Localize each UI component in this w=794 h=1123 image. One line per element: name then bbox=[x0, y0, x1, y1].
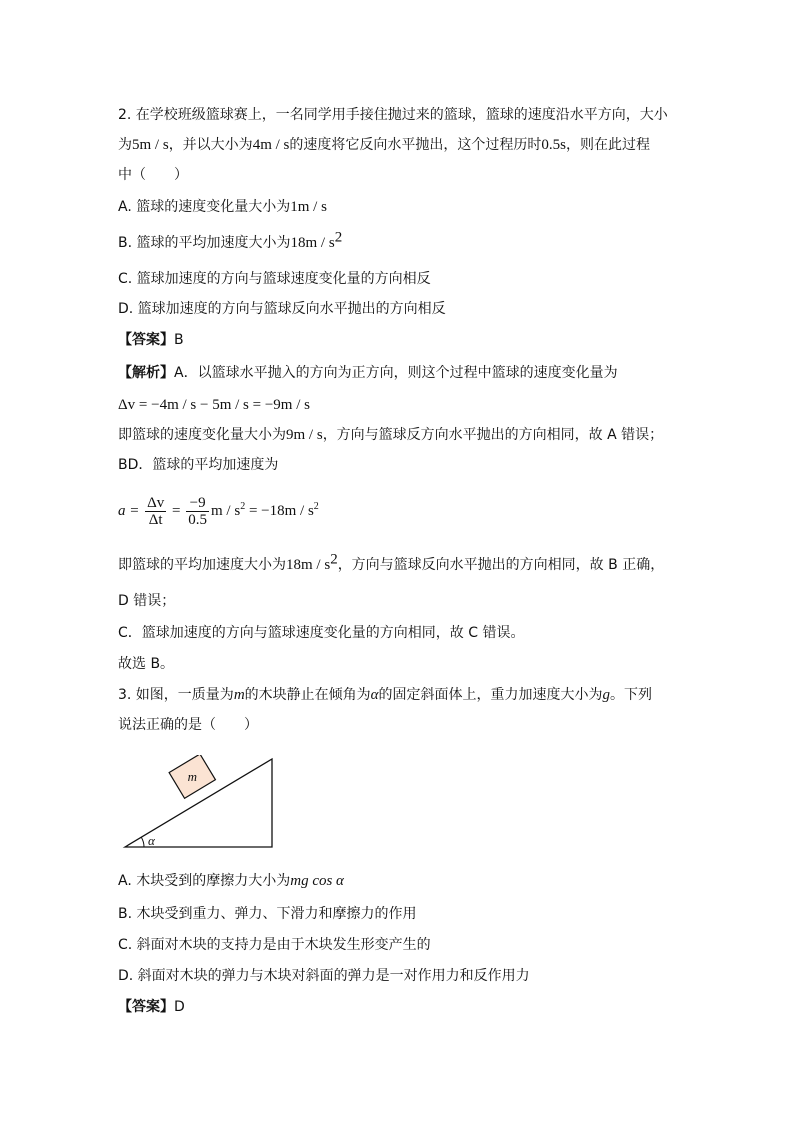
incline-figure bbox=[120, 755, 280, 853]
angle-label: α bbox=[148, 833, 155, 848]
analysis-label: 【解析】 bbox=[118, 365, 174, 381]
angle-arc bbox=[141, 837, 144, 847]
q3-option-b: B. 木块受到重力、弹力、下滑力和摩擦力的作用 bbox=[118, 906, 417, 922]
q2-answer bbox=[118, 331, 184, 349]
q2-analysis-line7: D 错误； bbox=[118, 593, 176, 609]
q2-analysis-line1: 【解析】A．以篮球水平抛入的方向为正方向，则这个过程中篮球的速度变化量为 bbox=[118, 365, 618, 381]
answer-value: B bbox=[174, 332, 184, 348]
q3-option-d: D. 斜面对木块的弹力与木块对斜面的弹力是一对作用力和反作用力 bbox=[118, 968, 530, 984]
q2-option-d: D. 篮球加速度的方向与篮球反向水平抛出的方向相反 bbox=[118, 301, 446, 317]
q2-option-a: A. 篮球的速度变化量大小为1m / s bbox=[118, 199, 327, 215]
wooden-block bbox=[169, 755, 215, 798]
q2-equation-delta-v: Δv = −4m / s − 5m / s = −9m / s bbox=[118, 397, 310, 413]
q3-stem-line2: 说法正确的是（ ） bbox=[118, 717, 258, 733]
q2-analysis-line4: BD．篮球的平均加速度为 bbox=[118, 457, 279, 473]
q2-stem-line1: 2. 在学校班级篮球赛上，一名同学用手接住抛过来的篮球，篮球的速度沿水平方向，大小 bbox=[118, 107, 668, 123]
answer-label: 【答案】 bbox=[118, 332, 174, 348]
q2-option-b: B. 篮球的平均加速度大小为$18m / s^2$ bbox=[118, 229, 343, 251]
answer-value: D bbox=[174, 999, 185, 1015]
q3-answer bbox=[118, 998, 185, 1016]
q2-time: 0.5s bbox=[541, 137, 566, 153]
q2-speed1: 5m / s bbox=[132, 137, 169, 153]
q2-option-c: C. 篮球加速度的方向与篮球速度变化量的方向相反 bbox=[118, 271, 431, 287]
fraction-value: $\frac{-9}{0.5}$ bbox=[188, 495, 207, 529]
fraction-dv-dt: $\frac{\Delta v}{\Delta t}$ bbox=[147, 495, 165, 529]
q2-stem-line3: 中（ ） bbox=[118, 167, 188, 183]
q2-equation-acceleration: a = $\frac{\Delta v}{\Delta t}$ = $\frac{-9}{0.5}$ $m / s^2 = -18m / s^2$ bbox=[118, 495, 319, 529]
q2-analysis-line8: C．篮球加速度的方向与篮球速度变化量的方向相同，故 C 错误。 bbox=[118, 625, 525, 641]
q3-stem-line1: 3. 如图，一质量为m的木块静止在倾角为α的固定斜面体上，重力加速度大小为g。下列 bbox=[118, 687, 653, 703]
q2-conclusion: 故选 B。 bbox=[118, 656, 175, 672]
q2-analysis-line6: 即篮球的平均加速度大小为$18m / s^2$，方向与篮球反向水平抛出的方向相同，故 B 正确， bbox=[118, 551, 665, 573]
q2-stem-line2: 为5m / s，并以大小为4m / s的速度将它反向水平抛出，这个过程历时0.5s，则在此过程 bbox=[118, 137, 650, 153]
q2-speed2: 4m / s bbox=[252, 137, 290, 153]
block-mass-label: m bbox=[187, 769, 197, 785]
q3-option-a: A. 木块受到的摩擦力大小为mg cos α bbox=[118, 873, 344, 889]
answer-label: 【答案】 bbox=[118, 999, 174, 1015]
q2-analysis-line3: 即篮球的速度变化量大小为9m / s，方向与篮球反方向水平抛出的方向相同，故 A 错误； bbox=[118, 427, 664, 443]
q3-option-c: C. 斜面对木块的支持力是由于木块发生形变产生的 bbox=[118, 937, 431, 953]
